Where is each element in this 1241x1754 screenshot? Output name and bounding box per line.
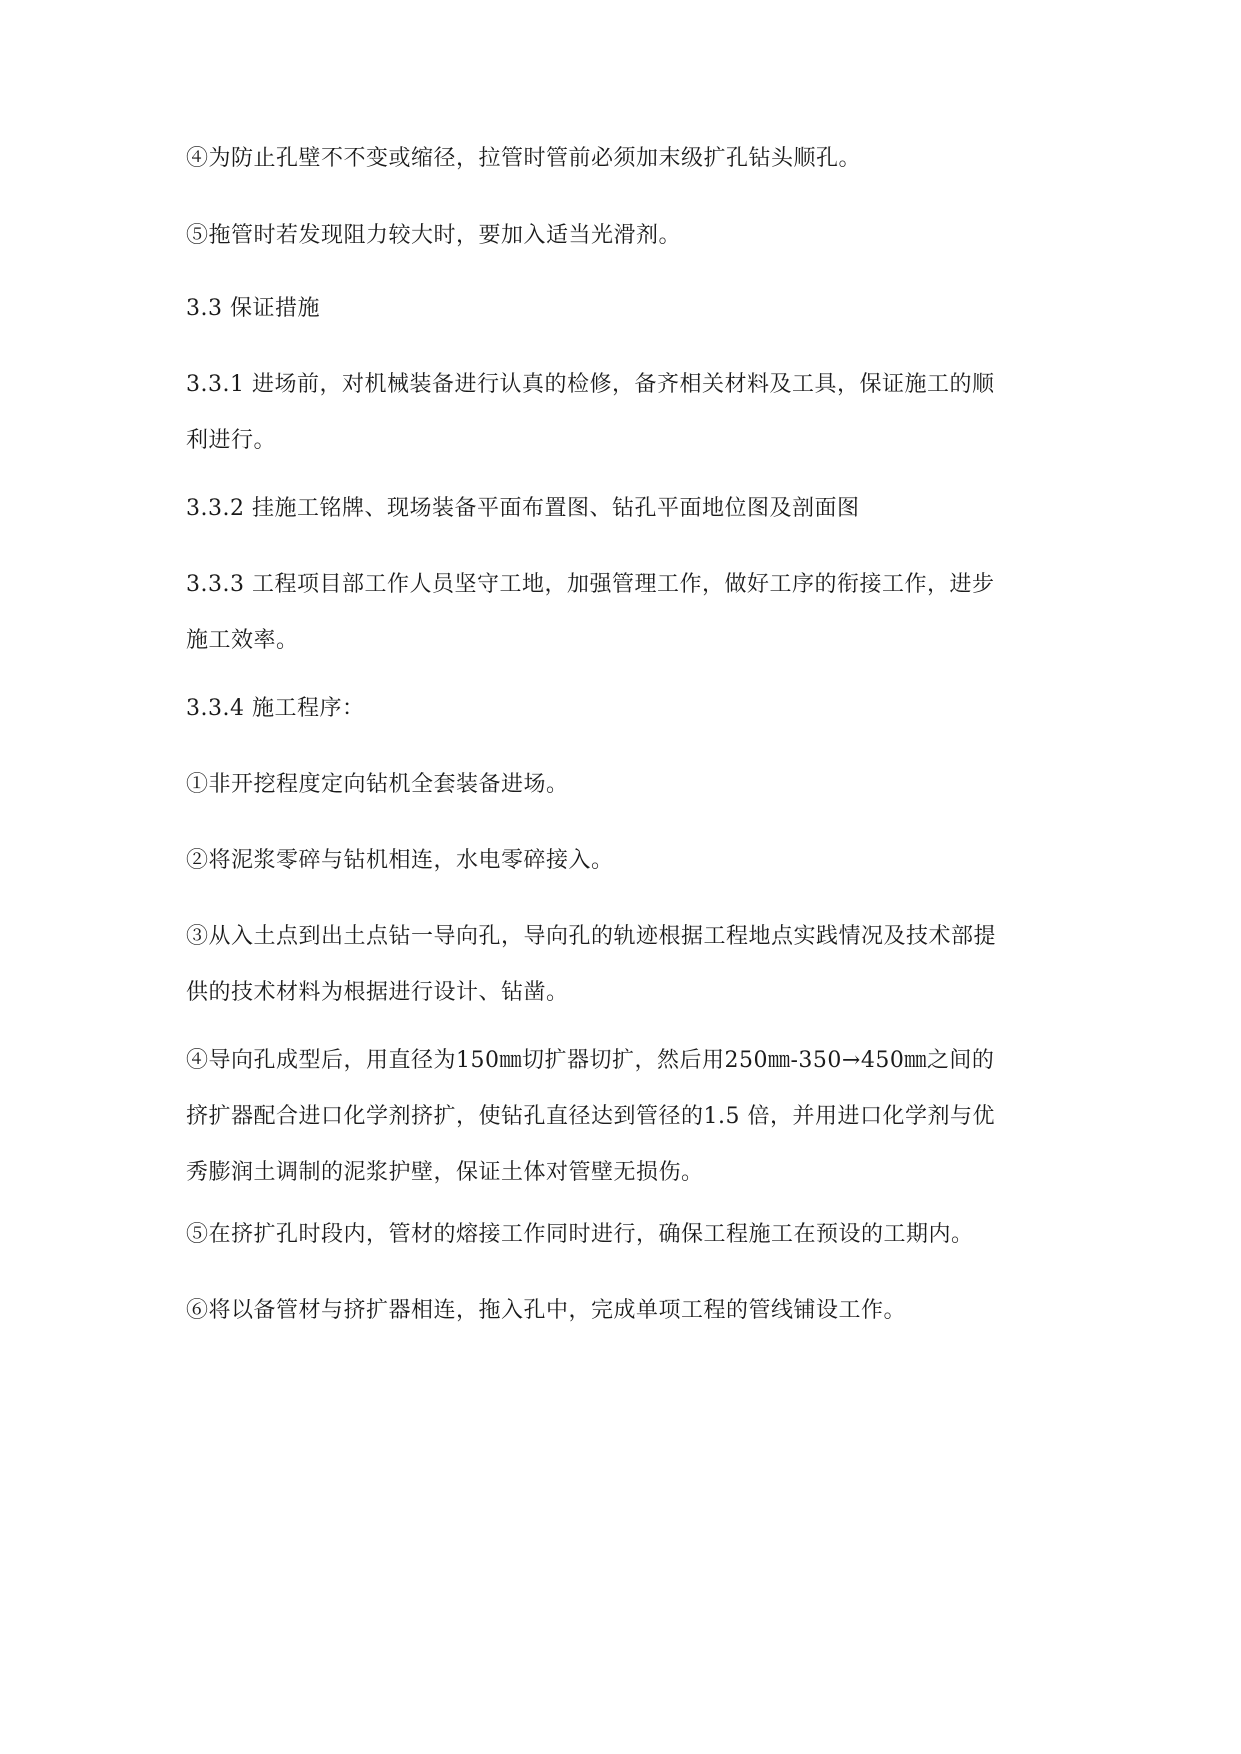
section-heading-3-3 [186, 281, 1086, 337]
text-line: 秀膨润土调制的泥浆护壁，保证土体对管壁无损伤。 [186, 1160, 704, 1185]
text-line: 利进行。 [186, 428, 277, 453]
text-line: ①非开挖程度定向钻机全套装备进场。 [186, 772, 569, 797]
procedure-step-6 [186, 1283, 1086, 1339]
text-line: 3.3.4 施工程序： [186, 696, 365, 721]
text-line: 供的技术材料为根据进行设计、钻凿。 [186, 980, 569, 1005]
procedure-step-3 [186, 909, 1086, 1021]
procedure-step-1 [186, 757, 1086, 813]
text-line: ⑤拖管时若发现阻力较大时，要加入适当光滑剂。 [186, 223, 682, 248]
text-line: 挤扩器配合进口化学剂挤扩，使钻孔直径达到管径的1.5 倍，并用进口化学剂与优 [186, 1104, 995, 1129]
paragraph-3-3-1 [186, 357, 1086, 469]
paragraph-3-3-2 [186, 481, 1086, 537]
text-line: ④导向孔成型后，用直径为150㎜切扩器切扩，然后用250㎜-350→450㎜之间的 [186, 1048, 995, 1073]
text-line: ⑥将以备管材与挤扩器相连，拖入孔中，完成单项工程的管线铺设工作。 [186, 1298, 907, 1323]
procedure-step-4 [186, 1033, 1086, 1201]
paragraph-3-3-4 [186, 681, 1086, 737]
text-line: 3.3.1 进场前，对机械装备进行认真的检修，备齐相关材料及工具，保证施工的顺 [186, 372, 995, 397]
text-line: 3.3.2 挂施工铭牌、现场装备平面布置图、钻孔平面地位图及剖面图 [186, 496, 860, 521]
text-line: 3.3.3 工程项目部工作人员坚守工地，加强管理工作，做好工序的衔接工作，进步 [186, 572, 995, 597]
text-line: 3.3 保证措施 [186, 296, 320, 321]
text-line: ③从入土点到出土点钻一导向孔，导向孔的轨迹根据工程地点实践情况及技术部提 [186, 924, 997, 949]
text-line: ⑤在挤扩孔时段内，管材的熔接工作同时进行，确保工程施工在预设的工期内。 [186, 1222, 974, 1247]
text-line: 施工效率。 [186, 628, 299, 653]
paragraph-item-4-hole-wall [186, 131, 1086, 187]
text-line: ②将泥浆零碎与钻机相连，水电零碎接入。 [186, 848, 614, 873]
text-line: ④为防止孔壁不不变或缩径，拉管时管前必须加末级扩孔钻头顺孔。 [186, 146, 862, 171]
paragraph-3-3-3 [186, 557, 1086, 669]
procedure-step-2 [186, 833, 1086, 889]
paragraph-item-5-lubricant [186, 208, 1086, 264]
procedure-step-5 [186, 1207, 1086, 1263]
